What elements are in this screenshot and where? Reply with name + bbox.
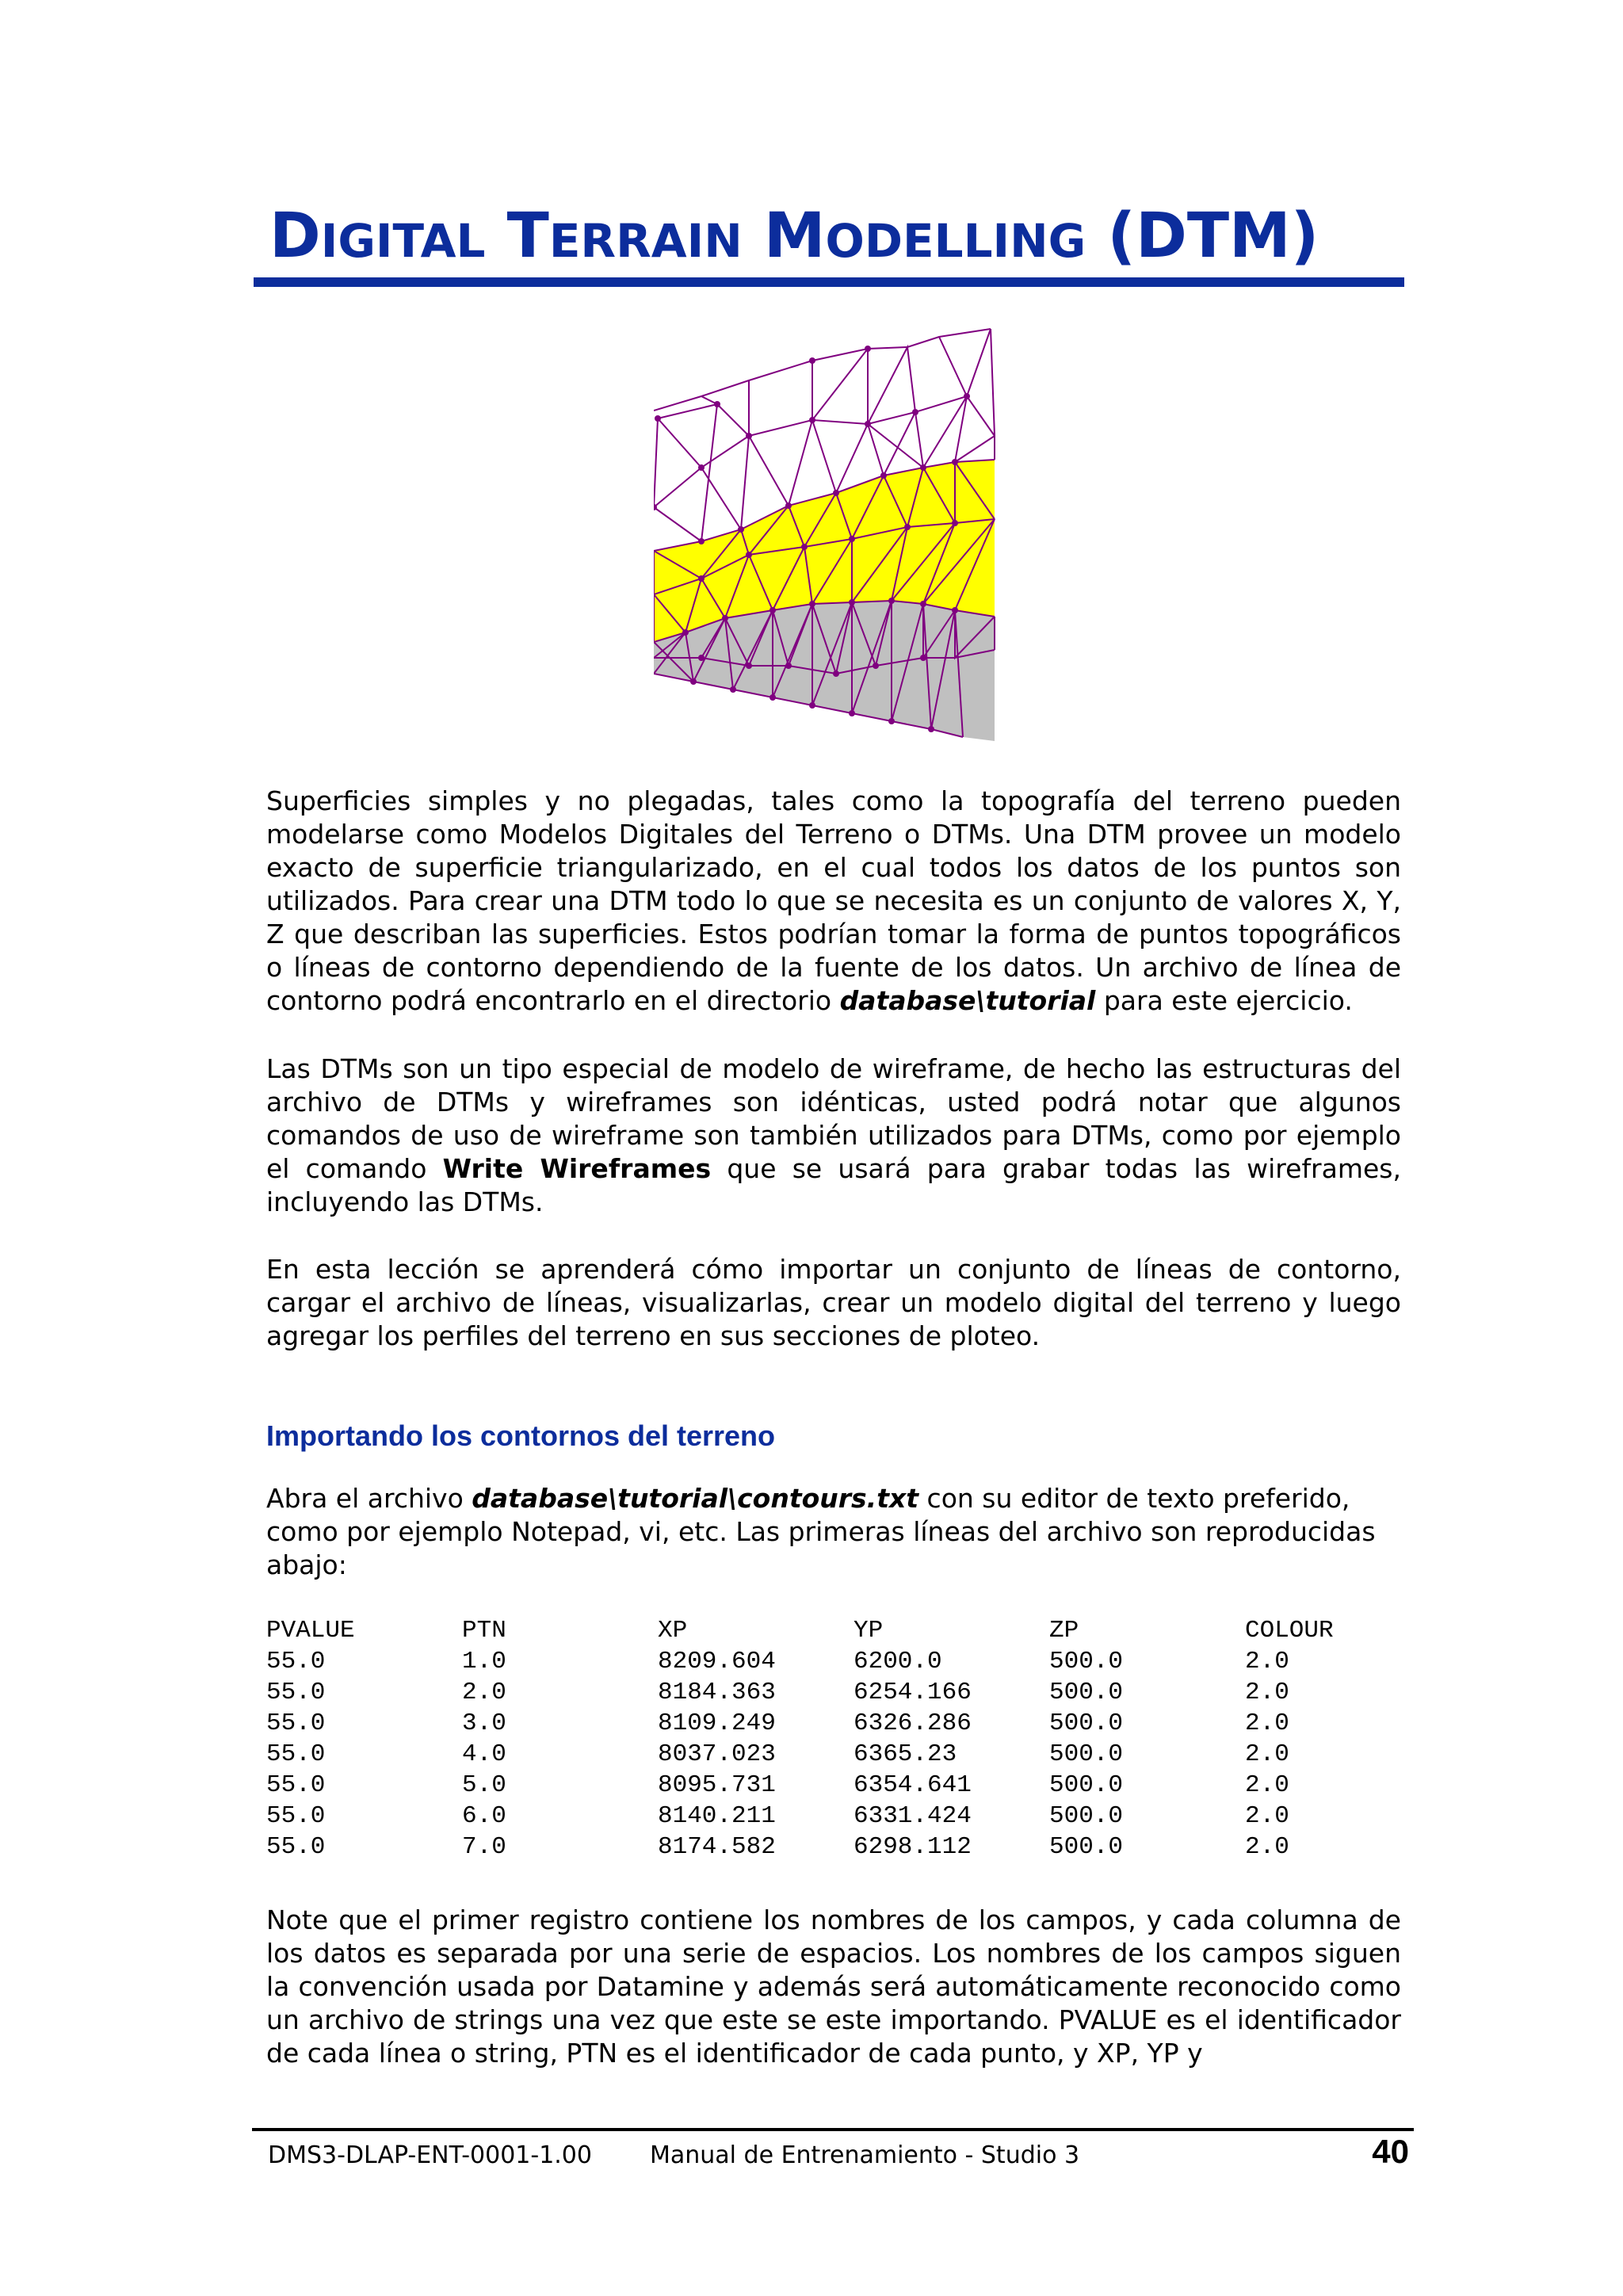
column-header: YP	[854, 1617, 884, 1645]
dtm-wireframe-illustration	[654, 317, 1010, 745]
section-paragraph-1: Abra el archivo database\tutorial\contours.txt con su editor de texto preferido, como por ejemplo Notepad, vi, etc. Las primeras líneas del archivo son reproducidas abajo:	[266, 1483, 1376, 1580]
file-path: database\tutorial\contours.txt	[472, 1483, 919, 1514]
column-header: PVALUE	[266, 1617, 355, 1645]
footer-rule	[252, 2128, 1414, 2131]
column-header: COLOUR	[1245, 1617, 1334, 1645]
intro-paragraph-2: Las DTMs son un tipo especial de modelo de wireframe, de hecho las estructuras del archivo de DTMs y wireframes son idénticas, usted podrá notar que algunos comandos de uso de wireframe son también utilizados para DTMs, como por ejemplo el comando Write Wireframes que se usará para grabar todas las wireframes, incluyendo las DTMs.	[266, 1053, 1401, 1217]
section-heading: Importando los contornos del terreno	[266, 1419, 776, 1452]
footer-manual-title: Manual de Entrenamiento - Studio 3	[650, 2141, 1080, 2169]
table-row: 55.0 6.0 8140.211 6331.424 500.0 2.0	[266, 1802, 1289, 1830]
table-row: 55.0 3.0 8109.249 6326.286 500.0 2.0	[266, 1710, 1289, 1737]
intro-paragraph-1: Superficies simples y no plegadas, tales como la topografía del terreno pueden modelarse como Modelos Digitales del Terreno o DTMs. Una DTM provee un modelo exacto de superficie triangularizado, en el cual todos los datos de los puntos son utilizados. Para crear una DTM todo lo que se necesita es un conjunto de valores X, Y, Z que describan las superficies. Estos podrían tomar la forma de puntos topográficos o líneas de contorno dependiendo de la fuente de los datos. Un archivo de línea de contorno podrá encontrarlo en el directorio database\tutorial para este ejercicio.	[266, 785, 1401, 1016]
table-row: 55.0 4.0 8037.023 6365.23 500.0 2.0	[266, 1740, 1289, 1768]
command-name: Write Wireframes	[442, 1153, 712, 1184]
table-row: 55.0 1.0 8209.604 6200.0 500.0 2.0	[266, 1648, 1289, 1675]
table-row: 55.0 5.0 8095.731 6354.641 500.0 2.0	[266, 1771, 1289, 1799]
title-rule	[254, 277, 1404, 287]
contours-data-table	[266, 1615, 1441, 1862]
table-row: 55.0 7.0 8174.582 6298.112 500.0 2.0	[266, 1833, 1289, 1861]
table-header-row	[266, 1615, 1441, 1646]
footer-doc-id: DMS3-DLAP-ENT-0001-1.00	[268, 2141, 592, 2169]
table-row: 55.0 2.0 8184.363 6254.166 500.0 2.0	[266, 1679, 1289, 1706]
column-header: PTN	[462, 1617, 506, 1645]
dtm-wireframe-figure	[654, 317, 1010, 745]
page-title: DIGITAL TERRAIN MODELLING (DTM)	[269, 201, 1319, 272]
directory-path: database\tutorial	[839, 985, 1096, 1016]
column-header: ZP	[1049, 1617, 1079, 1645]
section-paragraph-2: Note que el primer registro contiene los nombres de los campos, y cada columna de los datos es separada por una serie de espacios. Los nombres de los campos siguen la convención usada por Datamine y además será automáticamente reconocido como un archivo de strings una vez que este se este importando. PVALUE es el identificador de cada línea o string, PTN es el identificador de cada punto, y XP, YP y	[266, 1904, 1401, 2069]
intro-paragraph-3: En esta lección se aprenderá cómo importar un conjunto de líneas de contorno, cargar el archivo de líneas, visualizarlas, crear un modelo digital del terreno y luego agregar los perfiles del terreno en sus secciones de ploteo.	[266, 1254, 1401, 1351]
column-header: XP	[658, 1617, 688, 1645]
page-number: 40	[1372, 2133, 1409, 2170]
